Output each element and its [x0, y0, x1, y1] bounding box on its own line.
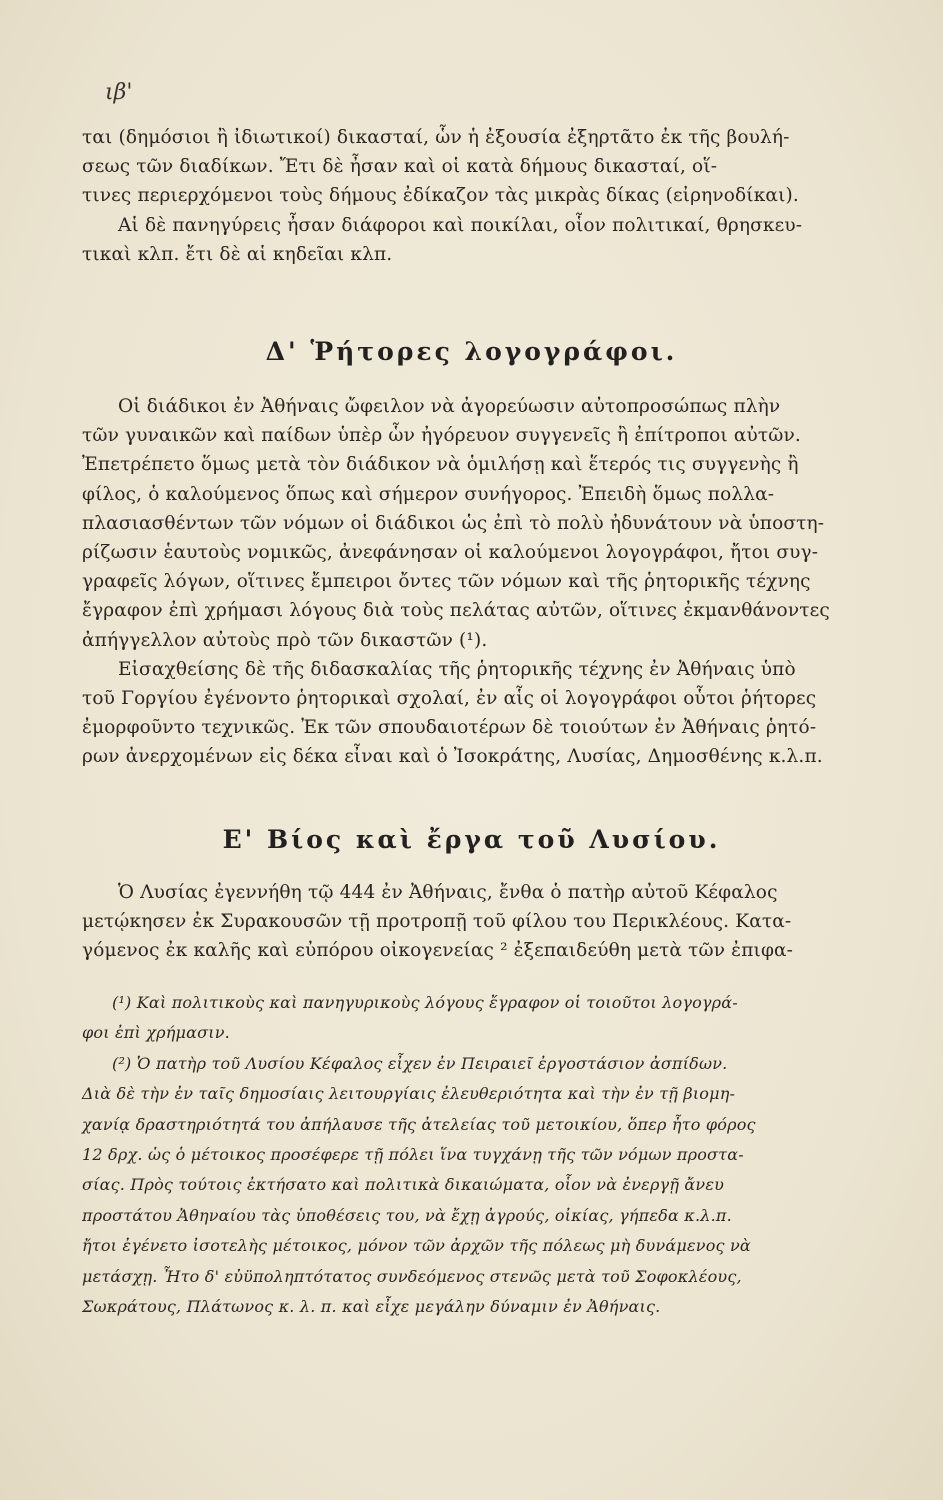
- page-number: ιβ': [105, 80, 133, 105]
- footnote-2: [82, 1049, 865, 1323]
- paragraph-litigants: [82, 392, 865, 655]
- text-line: μετῴκησεν ἐκ Συρακουσῶν τῇ προτροπῇ τοῦ φίλου του Περικλέους. Κατα-: [82, 911, 792, 933]
- text-line: ἀπήγγελλον αὐτοὺς πρὸ τῶν δικαστῶν (¹).: [82, 629, 488, 651]
- footnote-line: 12 δρχ. ὡς ὁ μέτοικος προσέφερε τῇ πόλει ἵνα τυγχάνῃ τῆς τῶν νόμων προστα-: [82, 1145, 744, 1165]
- text-line: φίλος, ὁ καλούμενος ὅπως καὶ σήμερον συνήγορος. Ἐπειδὴ ὅμως πολλα-: [82, 483, 775, 505]
- paragraph-rhetoric-schools: [82, 655, 865, 772]
- section-d-text: [82, 392, 865, 772]
- paragraph-judges: [82, 123, 865, 211]
- footnote-line: ἤτοι ἐγένετο ἰσοτελὴς μέτοικος, μόνον τῶν ἀρχῶν τῆς πόλεως μὴ δυνάμενος νὰ: [82, 1236, 751, 1256]
- footnote-line: φοι ἐπὶ χρήμασιν.: [82, 1023, 230, 1043]
- paragraph-lysias-birth: [82, 878, 865, 966]
- text-line: πλασιασθέντων τῶν νόμων οἱ διάδικοι ὡς ἐπὶ τὸ πολὺ ἠδυνάτουν νὰ ὑποστη-: [82, 512, 825, 534]
- text-line: Εἰσαχθείσης δὲ τῆς διδασκαλίας τῆς ῥητορικῆς τέχνης ἐν Ἀθήναις ὑπὸ: [118, 658, 796, 680]
- footnote-line: σίας. Πρὸς τούτοις ἐκτήσατο καὶ πολιτικὰ δικαιώματα, οἷον νὰ ἐνεργῇ ἄνευ: [82, 1175, 725, 1195]
- text-line: σεως τῶν διαδίκων. Ἔτι δὲ ἦσαν καὶ οἱ κατὰ δήμους δικασταί, οἵ-: [82, 156, 718, 178]
- section-heading-e: Ε' Βίος καὶ ἔργα τοῦ Λυσίου.: [222, 825, 721, 854]
- footnote-line: (²) Ὁ πατὴρ τοῦ Λυσίου Κέφαλος εἶχεν ἐν Πειραιεῖ ἐργοστάσιον ἀσπίδων.: [112, 1053, 728, 1073]
- paragraph-festivals: [82, 211, 865, 269]
- text-line: ρων ἀνερχομένων εἰς δέκα εἶναι καὶ ὁ Ἰσοκράτης, Λυσίας, Δημοσθένης κ.λ.π.: [82, 746, 823, 768]
- text-line: ται (δημόσιοι ἢ ἰδιωτικοί) δικασταί, ὧν ἡ ἐξουσία ἐξηρτᾶτο ἐκ τῆς βουλή-: [82, 127, 790, 148]
- footnote-1: [82, 988, 865, 1049]
- text-line: τῶν γυναικῶν καὶ παίδων ὑπὲρ ὧν ἠγόρευον συγγενεῖς ἢ ἐπίτροποι αὐτῶν.: [82, 425, 801, 447]
- footnote-line: Διὰ δὲ τὴν ἐν ταῖς δημοσίαις λειτουργίαις ἐλευθεριότητα καὶ τὴν ἐν τῇ βιομη-: [82, 1084, 736, 1104]
- text-line: Ἐπετρέπετο ὅμως μετὰ τὸν διάδικον νὰ ὁμιλήσῃ καὶ ἕτερός τις συγγενὴς ἢ: [82, 454, 799, 476]
- text-line: Αἱ δὲ πανηγύρεις ἦσαν διάφοροι καὶ ποικίλαι, οἷον πολιτικαί, θρησκευ-: [118, 214, 803, 236]
- text-line: τικαὶ κλπ. ἔτι δὲ αἱ κηδεῖαι κλπ.: [82, 243, 393, 265]
- text-line: τοῦ Γοργίου ἐγένοντο ῥητορικαὶ σχολαί, ἐν αἷς οἱ λογογράφοι οὗτοι ῥήτορες: [82, 688, 817, 710]
- footnote-line: Σωκράτους, Πλάτωνος κ. λ. π. καὶ εἶχε μεγάλην δύναμιν ἐν Ἀθήναις.: [82, 1297, 661, 1317]
- text-line: Ὁ Λυσίας ἐγεννήθη τῷ 444 ἐν Ἀθήναις, ἔνθα ὁ πατὴρ αὐτοῦ Κέφαλος: [118, 882, 778, 903]
- text-line: ἐμορφοῦντο τεχνικῶς. Ἐκ τῶν σπουδαιοτέρων δὲ τοιούτων ἐν Ἀθήναις ῥητό-: [82, 717, 817, 739]
- text-line: Οἱ διάδικοι ἐν Ἀθήναις ὤφειλον νὰ ἀγορεύωσιν αὐτοπροσώπως πλὴν: [118, 396, 781, 417]
- footnote-line: μετάσχῃ. Ἦτο δ' εὐϋποληπτότατος συνδεόμενος στενῶς μετὰ τοῦ Σοφοκλέους,: [82, 1266, 742, 1286]
- footnote-line: (¹) Καὶ πολιτικοὺς καὶ πανηγυρικοὺς λόγους ἔγραφον οἱ τοιοῦτοι λογογρά-: [112, 993, 738, 1012]
- text-line: γραφεῖς λόγων, οἵτινες ἔμπειροι ὄντες τῶν νόμων καὶ τῆς ῥητορικῆς τέχνης: [82, 571, 811, 593]
- footnote-line: προστάτου Ἀθηναίου τὰς ὑποθέσεις του, νὰ ἔχῃ ἀγρούς, οἰκίας, γήπεδα κ.λ.π.: [82, 1205, 732, 1225]
- section-e-text: [82, 878, 865, 966]
- footnotes: [82, 988, 865, 1322]
- section-heading-d: Δ' Ῥήτορες λογογράφοι.: [265, 337, 678, 366]
- text-line: γόμενος ἐκ καλῆς καὶ εὐπόρου οἰκογενείας ² ἐξεπαιδεύθη μετὰ τῶν ἐπιφα-: [82, 940, 794, 962]
- text-line: τινες περιερχόμενοι τοὺς δήμους ἐδίκαζον τὰς μικρὰς δίκας (εἰρηνοδίκαι).: [82, 185, 799, 207]
- intro-text: [82, 123, 865, 269]
- text-line: ἔγραφον ἐπὶ χρήμασι λόγους διὰ τοὺς πελάτας αὐτῶν, οἵτινες ἐκμανθάνοντες: [82, 600, 830, 622]
- text-line: ρίζωσιν ἑαυτοὺς νομικῶς, ἀνεφάνησαν οἱ καλούμενοι λογογράφοι, ἤτοι συγ-: [82, 542, 819, 564]
- footnote-line: χανίᾳ δραστηριότητά του ἀπήλαυσε τῆς ἀτελείας τοῦ μετοικίου, ὅπερ ἦτο φόρος: [82, 1114, 756, 1134]
